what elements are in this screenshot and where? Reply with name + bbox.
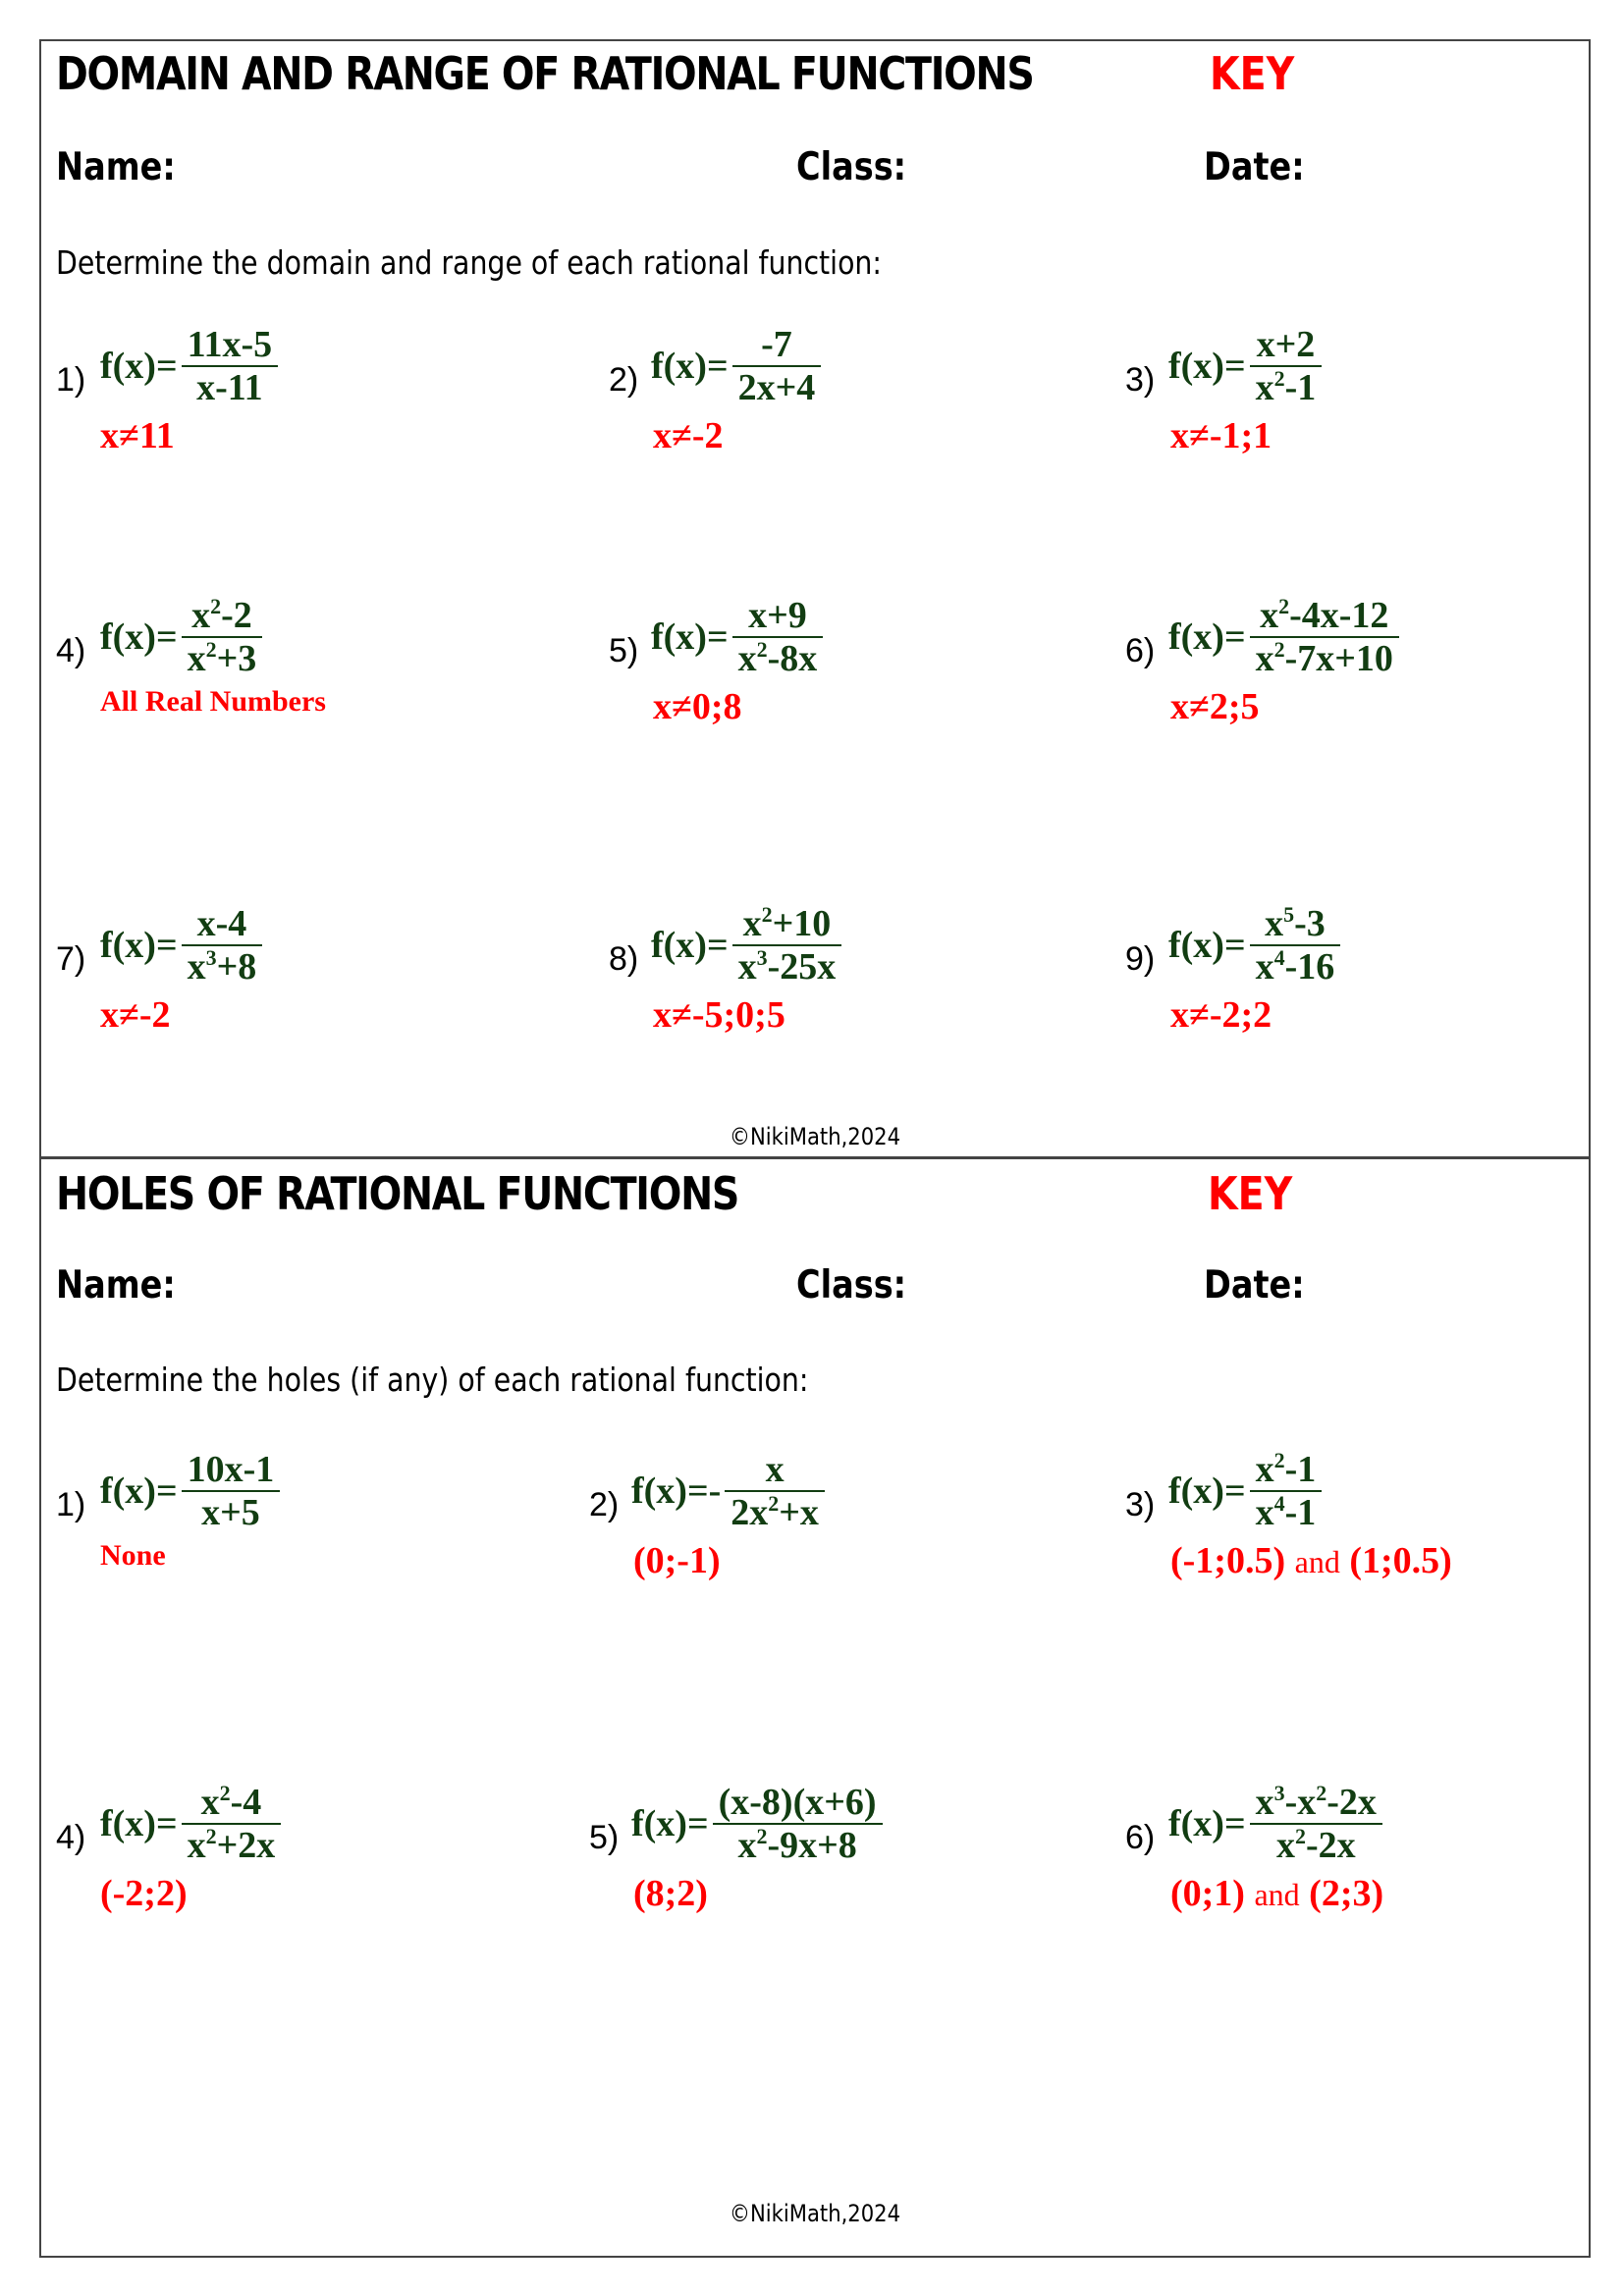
- problem-number: 1): [56, 361, 86, 399]
- copyright-footer: [39, 1123, 1591, 1150]
- date-label: Date:: [1204, 145, 1305, 189]
- numerator: $x^2-4x-12$: [1260, 594, 1389, 636]
- exponent: 2: [205, 1824, 217, 1848]
- denominator: $x^2-8x$: [737, 637, 818, 679]
- rational-function-equation: [651, 595, 823, 679]
- problem-number: 2): [609, 361, 639, 399]
- numerator: (x-8)(x+6): [718, 1782, 877, 1823]
- denominator: x+5: [201, 1492, 260, 1533]
- answer-key: x≠-2: [100, 994, 171, 1036]
- denominator: $x^2+3$: [187, 637, 257, 679]
- instruction-text: Determine the holes (if any) of each rational function:: [56, 1361, 809, 1399]
- exponent: 4: [1273, 1491, 1285, 1516]
- rational-function-equation: [100, 324, 278, 408]
- fraction: [182, 1449, 281, 1533]
- answer-key: (8;2): [633, 1873, 708, 1914]
- numerator: $x^5-3$: [1265, 902, 1326, 944]
- function-lhs: f(x)=: [1168, 925, 1246, 966]
- denominator: $x^2-1$: [1255, 366, 1317, 408]
- problem-number: 7): [56, 940, 86, 978]
- exponent: 2: [756, 637, 768, 662]
- exponent: 5: [1283, 902, 1295, 927]
- answer-key: x≠2;5: [1170, 686, 1260, 727]
- fraction: [732, 903, 842, 988]
- worksheet-title: HOLES OF RATIONAL FUNCTIONS: [56, 1167, 739, 1220]
- fraction: [732, 324, 822, 408]
- rational-function-equation: [1168, 903, 1340, 988]
- fraction: [1250, 903, 1341, 988]
- fraction: [182, 903, 263, 988]
- function-lhs: f(x)=: [100, 346, 178, 387]
- exponent: 3: [205, 945, 217, 970]
- class-label: Class:: [796, 1263, 907, 1308]
- numerator: x+9: [748, 595, 807, 636]
- rational-function-equation: [631, 1782, 883, 1866]
- exponent: 2: [205, 637, 217, 662]
- rational-function-equation: [651, 903, 841, 988]
- exponent: 2: [761, 902, 773, 927]
- denominator: $x^2-2x$: [1275, 1824, 1356, 1866]
- date-label: Date:: [1204, 1263, 1305, 1308]
- answer-key: x≠-2;2: [1170, 994, 1272, 1036]
- answer-point: (1;0.5): [1349, 1540, 1452, 1581]
- rational-function-equation: [100, 1449, 280, 1533]
- fraction: [1250, 595, 1399, 679]
- fraction: [182, 1782, 282, 1866]
- copyright-text: ©NikiMath,2024: [729, 2200, 901, 2227]
- numerator: $x^3-x^2-2x$: [1255, 1781, 1377, 1823]
- function-lhs: f(x)=: [1168, 1470, 1246, 1512]
- numerator: x+2: [1256, 324, 1316, 365]
- rational-function-equation: [1168, 324, 1322, 408]
- denominator: $x^4-1$: [1255, 1491, 1317, 1533]
- answer-conjunction: and: [1294, 1544, 1340, 1579]
- answer-key: [1170, 1872, 1383, 1915]
- fraction: [725, 1449, 825, 1533]
- denominator: $2x^2+x$: [731, 1491, 819, 1533]
- problem-number: 3): [1125, 361, 1156, 399]
- function-lhs: f(x)=: [1168, 616, 1246, 658]
- numerator: 11x-5: [187, 324, 273, 365]
- worksheet-title: DOMAIN AND RANGE OF RATIONAL FUNCTIONS: [56, 47, 1034, 100]
- exponent: 2: [1294, 1824, 1306, 1848]
- function-lhs: f(x)=: [100, 1470, 178, 1512]
- problem-number: 5): [609, 632, 639, 669]
- fraction: [713, 1782, 883, 1866]
- answer-conjunction: and: [1254, 1877, 1300, 1912]
- fraction: [182, 595, 263, 679]
- answer-key: x≠0;8: [653, 686, 742, 727]
- answer-key: x≠-2: [653, 415, 724, 456]
- answer-key: (-2;2): [100, 1873, 188, 1914]
- class-label: Class:: [796, 145, 907, 189]
- rational-function-equation: [1168, 1782, 1382, 1866]
- exponent: 2: [1316, 1781, 1327, 1805]
- exponent: 3: [756, 945, 768, 970]
- function-lhs: f(x)=: [651, 616, 729, 658]
- function-lhs: f(x)=-: [631, 1470, 722, 1512]
- copyright-text: ©NikiMath,2024: [729, 1123, 901, 1150]
- fraction: [1250, 1782, 1382, 1866]
- answer-key: x≠-5;0;5: [653, 994, 785, 1036]
- rational-function-equation: [100, 1782, 281, 1866]
- exponent: 3: [1273, 1781, 1285, 1805]
- answer-point: (-1;0.5): [1170, 1540, 1286, 1581]
- exponent: 2: [210, 594, 222, 618]
- problem-number: 9): [1125, 940, 1156, 978]
- function-lhs: f(x)=: [1168, 1803, 1246, 1844]
- denominator: $x^3+8$: [187, 945, 257, 988]
- rational-function-equation: [100, 903, 262, 988]
- denominator: $x^3-25x$: [737, 945, 837, 988]
- function-lhs: f(x)=: [651, 346, 729, 387]
- rational-function-equation: [631, 1449, 825, 1533]
- answer-key: None: [100, 1539, 166, 1572]
- denominator: x-11: [196, 367, 263, 408]
- numerator: 10x-1: [187, 1449, 275, 1490]
- function-lhs: f(x)=: [631, 1803, 709, 1844]
- exponent: 2: [1273, 637, 1285, 662]
- exponent: 2: [219, 1781, 231, 1805]
- answer-point: (2;3): [1309, 1873, 1384, 1914]
- exponent: 2: [768, 1491, 780, 1516]
- key-label: KEY: [1208, 1167, 1293, 1220]
- problem-number: 5): [589, 1819, 620, 1856]
- numerator: $x^2-1$: [1255, 1448, 1317, 1490]
- numerator: -7: [761, 324, 792, 365]
- answer-key: x≠-1;1: [1170, 415, 1272, 456]
- fraction: [182, 324, 279, 408]
- denominator: 2x+4: [737, 367, 816, 408]
- problem-number: 4): [56, 1819, 86, 1856]
- numerator: $x^2+10$: [742, 902, 832, 944]
- denominator: $x^2-7x+10$: [1255, 637, 1393, 679]
- function-lhs: f(x)=: [100, 616, 178, 658]
- rational-function-equation: [100, 595, 262, 679]
- problem-number: 8): [609, 940, 639, 978]
- exponent: 2: [1273, 366, 1285, 391]
- function-lhs: f(x)=: [100, 1803, 178, 1844]
- fraction: [1250, 324, 1323, 408]
- function-lhs: f(x)=: [100, 925, 178, 966]
- numerator: x: [765, 1449, 785, 1490]
- exponent: 2: [1278, 594, 1290, 618]
- key-label: KEY: [1210, 47, 1295, 100]
- answer-key: [1170, 1539, 1452, 1582]
- fraction: [1250, 1449, 1323, 1533]
- denominator: $x^2-9x+8$: [737, 1824, 857, 1866]
- copyright-footer: [39, 2200, 1591, 2227]
- problem-number: 2): [589, 1486, 620, 1523]
- numerator: $x^2-4$: [200, 1781, 262, 1823]
- answer-point: (0;1): [1170, 1873, 1245, 1914]
- denominator: $x^2+2x$: [187, 1824, 276, 1866]
- rational-function-equation: [1168, 595, 1399, 679]
- fraction: [732, 595, 824, 679]
- problem-number: 6): [1125, 632, 1156, 669]
- domain-range-worksheet: [39, 39, 1591, 1158]
- denominator: $x^4-16$: [1255, 945, 1335, 988]
- function-lhs: f(x)=: [1168, 346, 1246, 387]
- numerator: $x^2-2$: [191, 594, 252, 636]
- answer-key: x≠11: [100, 415, 175, 456]
- exponent: 2: [756, 1824, 768, 1848]
- problem-number: 1): [56, 1486, 86, 1523]
- problem-number: 3): [1125, 1486, 1156, 1523]
- rational-function-equation: [1168, 1449, 1322, 1533]
- name-label: Name:: [56, 145, 176, 189]
- name-label: Name:: [56, 1263, 176, 1308]
- function-lhs: f(x)=: [651, 925, 729, 966]
- holes-worksheet: [39, 1159, 1591, 2258]
- rational-function-equation: [651, 324, 821, 408]
- problem-number: 6): [1125, 1819, 1156, 1856]
- exponent: 2: [1273, 1448, 1285, 1472]
- answer-key: (0;-1): [633, 1540, 721, 1581]
- numerator: x-4: [196, 903, 247, 944]
- problem-number: 4): [56, 632, 86, 669]
- exponent: 4: [1273, 945, 1285, 970]
- instruction-text: Determine the domain and range of each rational function:: [56, 243, 882, 282]
- answer-key: All Real Numbers: [100, 685, 326, 718]
